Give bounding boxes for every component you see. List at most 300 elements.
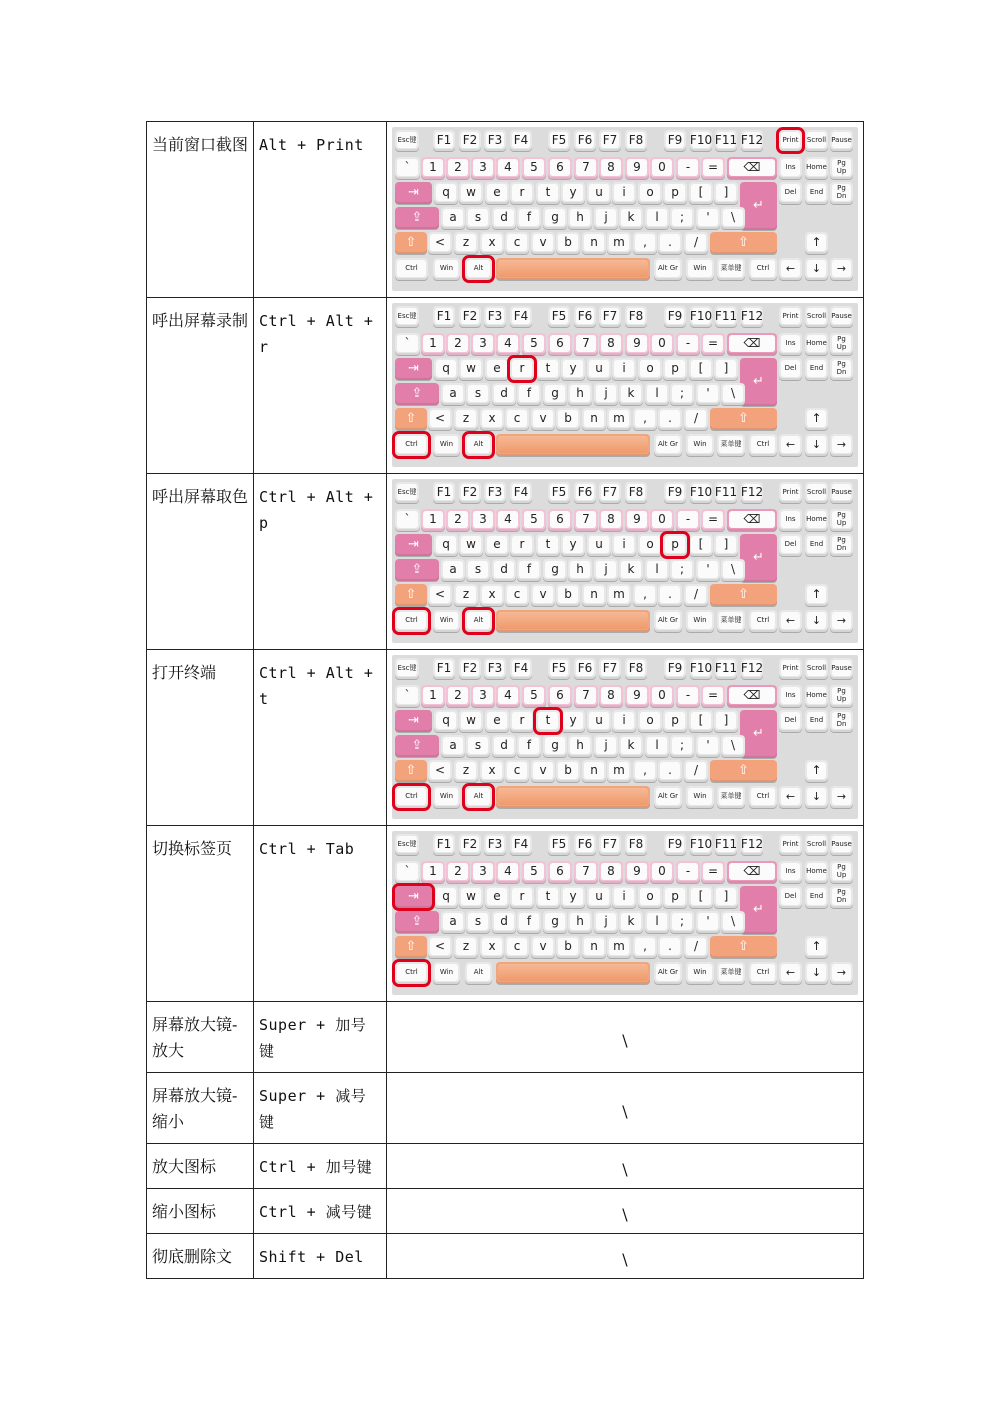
key-label: F5 — [551, 836, 567, 851]
key-label: F10 — [689, 836, 713, 851]
key-f8 — [625, 482, 647, 503]
key-label: ⇧ — [405, 938, 417, 954]
key-label: g — [545, 385, 565, 402]
key-label: ⌫ — [729, 335, 775, 352]
key-backslash — [721, 735, 745, 757]
key-label: 6 — [550, 687, 570, 704]
key-label: Home — [807, 335, 826, 352]
key-shift-left — [395, 936, 427, 958]
key-caps — [395, 559, 439, 581]
key-label: y — [563, 712, 583, 729]
key-label: ' — [698, 209, 718, 226]
key-label: ↑ — [807, 234, 826, 251]
key-label: \ — [723, 913, 743, 930]
key-y — [561, 358, 585, 380]
key-label: e — [487, 360, 507, 377]
key-m — [607, 760, 631, 782]
key-h — [568, 911, 592, 933]
key-label: ] — [716, 888, 736, 905]
key-label: Pause — [832, 660, 851, 676]
key-f12 — [741, 834, 763, 855]
key-minus — [676, 685, 700, 707]
key-label: F4 — [513, 660, 529, 675]
key-f2 — [459, 306, 481, 327]
key-tab — [395, 534, 432, 556]
key-label: F2 — [462, 308, 478, 323]
key-f1 — [433, 482, 455, 503]
key-f12 — [741, 130, 763, 151]
key-esc — [395, 482, 419, 503]
shortcut-keys-cell — [254, 1189, 387, 1234]
key-label: u — [589, 712, 609, 729]
key-print — [779, 130, 802, 151]
key-ctrl-left — [395, 786, 428, 808]
key-label: F6 — [577, 132, 593, 147]
key-label: F10 — [689, 308, 713, 323]
key-label: c — [507, 938, 527, 955]
key-lt — [428, 936, 452, 958]
key-label: 3 — [473, 863, 493, 880]
key-label: → — [832, 260, 851, 277]
key-label: [ — [691, 536, 711, 553]
key-n5 — [522, 861, 546, 883]
key-n1 — [421, 157, 445, 179]
key-label: F12 — [740, 836, 764, 851]
key-label — [498, 260, 648, 277]
key-label: m — [609, 762, 629, 779]
key-end — [805, 886, 828, 908]
key-win-right — [686, 434, 714, 456]
key-a — [441, 559, 465, 581]
key-q — [434, 182, 458, 204]
placeholder-backslash: \ — [622, 1249, 628, 1269]
key-label: v — [533, 410, 553, 427]
key-label: ← — [781, 612, 800, 629]
key-pgdn — [830, 886, 853, 908]
key-m — [607, 584, 631, 606]
key-f9 — [664, 834, 686, 855]
key-f12 — [741, 482, 763, 503]
key-label: Win — [435, 964, 458, 981]
key-label: 3 — [473, 687, 493, 704]
key-semicolon — [670, 207, 694, 229]
key-n5 — [522, 333, 546, 355]
key-k — [619, 735, 643, 757]
key-esc — [395, 306, 419, 327]
key-n2 — [446, 685, 470, 707]
key-m — [607, 408, 631, 430]
key-h — [568, 383, 592, 405]
key-label: k — [621, 913, 641, 930]
key-print — [779, 834, 802, 855]
key-label: Pause — [832, 484, 851, 500]
key-label: d — [494, 385, 514, 402]
key-x — [480, 232, 504, 254]
key-label: / — [686, 586, 706, 603]
key-lbracket — [689, 358, 713, 380]
key-label: F8 — [628, 484, 644, 499]
key-label: F5 — [551, 660, 567, 675]
key-u — [587, 182, 611, 204]
key-label: F2 — [462, 132, 478, 147]
key-f10 — [690, 658, 712, 679]
key-f3 — [484, 482, 506, 503]
key-label: - — [678, 863, 698, 880]
key-label: Ctrl — [397, 612, 426, 629]
key-home — [805, 861, 828, 883]
key-del — [779, 358, 802, 380]
key-b — [556, 760, 580, 782]
key-label: F7 — [602, 132, 618, 147]
shortcut-row — [147, 1189, 864, 1234]
key-label: x — [482, 410, 502, 427]
key-label: Print — [781, 836, 800, 852]
key-down — [805, 962, 828, 984]
key-f2 — [459, 482, 481, 503]
key-label: ⇧ — [738, 586, 749, 602]
key-label: End — [807, 360, 826, 377]
key-m — [607, 936, 631, 958]
key-j — [594, 735, 618, 757]
shortcut-keys: Super + 减号键 — [259, 1087, 367, 1131]
key-label: Pause — [832, 132, 851, 148]
placeholder-backslash: \ — [622, 1204, 628, 1224]
key-label: b — [558, 762, 578, 779]
key-label: \ — [723, 209, 743, 226]
key-right — [830, 786, 853, 808]
key-label: 1 — [423, 863, 443, 880]
key-label: p — [665, 536, 685, 553]
key-f11 — [715, 482, 737, 503]
key-f4 — [510, 834, 532, 855]
keyboard-diagram — [392, 479, 858, 643]
key-label: y — [563, 184, 583, 201]
key-grave — [395, 157, 420, 179]
key-i — [612, 534, 636, 556]
key-r — [510, 710, 534, 732]
key-label: m — [609, 938, 629, 955]
key-equal — [701, 861, 725, 883]
key-f4 — [510, 658, 532, 679]
key-label: = — [703, 687, 723, 704]
key-w — [459, 182, 483, 204]
key-f3 — [484, 834, 506, 855]
key-period — [658, 584, 682, 606]
key-label: Ctrl — [751, 964, 775, 981]
key-label: g — [545, 737, 565, 754]
key-n6 — [548, 861, 572, 883]
key-label: , — [635, 762, 655, 779]
key-down — [805, 258, 828, 280]
key-f3 — [484, 130, 506, 151]
key-up — [805, 584, 828, 606]
key-label: l — [647, 913, 667, 930]
key-f10 — [690, 834, 712, 855]
key-b — [556, 584, 580, 606]
shortcut-name-cell — [147, 1234, 254, 1279]
key-win-left — [433, 962, 460, 984]
key-label: 1 — [423, 159, 443, 176]
key-altgr — [654, 610, 682, 632]
keyboard-illustration-cell — [387, 650, 864, 826]
key-f1 — [433, 306, 455, 327]
key-label: q — [436, 360, 456, 377]
key-win-left — [433, 610, 460, 632]
key-comma — [633, 584, 657, 606]
key-z — [454, 760, 478, 782]
key-label: . — [660, 938, 680, 955]
key-left — [779, 434, 802, 456]
key-label: = — [703, 863, 723, 880]
key-label: Scroll — [807, 660, 826, 676]
key-n0 — [650, 861, 674, 883]
key-end — [805, 534, 828, 556]
key-label: . — [660, 762, 680, 779]
key-q — [434, 358, 458, 380]
shortcut-keys-cell — [254, 1002, 387, 1073]
key-label: 6 — [550, 335, 570, 352]
key-label: 4 — [498, 335, 518, 352]
key-v — [531, 936, 555, 958]
key-label: Pause — [832, 308, 851, 324]
key-label: q — [436, 184, 456, 201]
key-label: F8 — [628, 308, 644, 323]
key-label: Scroll — [807, 484, 826, 500]
key-backslash — [721, 559, 745, 581]
key-home — [805, 157, 828, 179]
key-label: Win — [688, 436, 712, 453]
key-label: Esc键 — [397, 836, 417, 852]
key-b — [556, 408, 580, 430]
key-label: ← — [781, 964, 800, 981]
key-label: Alt — [467, 964, 490, 981]
key-label: F1 — [436, 132, 452, 147]
key-label: Ctrl — [397, 260, 426, 277]
key-label: [ — [691, 360, 711, 377]
key-i — [612, 710, 636, 732]
key-n — [582, 760, 606, 782]
key-label: Win — [688, 260, 712, 277]
shortcut-keys: Alt + Print — [259, 136, 364, 154]
key-f6 — [574, 834, 596, 855]
key-label: l — [647, 561, 667, 578]
key-label: e — [487, 888, 507, 905]
key-n3 — [471, 333, 495, 355]
key-print — [779, 306, 802, 327]
key-label: m — [609, 410, 629, 427]
key-label: , — [635, 410, 655, 427]
key-label: ↑ — [807, 762, 826, 779]
key-equal — [701, 333, 725, 355]
key-label: ⇧ — [405, 586, 417, 602]
key-pgdn — [830, 534, 853, 556]
key-del — [779, 710, 802, 732]
key-label: a — [443, 209, 463, 226]
key-label: j — [596, 209, 616, 226]
key-label: ` — [397, 511, 418, 528]
shortcut-name: 打开终端 — [152, 663, 217, 682]
key-label: F4 — [513, 132, 529, 147]
key-label: p — [665, 184, 685, 201]
key-label: v — [533, 762, 553, 779]
shortcut-row — [147, 298, 864, 474]
key-f — [517, 207, 541, 229]
key-label: ⌫ — [729, 863, 775, 880]
key-o — [638, 358, 662, 380]
key-f10 — [690, 130, 712, 151]
key-left — [779, 786, 802, 808]
key-print — [779, 482, 802, 503]
key-w — [459, 886, 483, 908]
key-quote — [696, 735, 720, 757]
key-label: F8 — [628, 660, 644, 675]
key-c — [505, 232, 529, 254]
key-n — [582, 232, 606, 254]
key-label: 4 — [498, 159, 518, 176]
key-o — [638, 182, 662, 204]
key-f1 — [433, 834, 455, 855]
key-label: < — [430, 586, 450, 603]
key-v — [531, 584, 555, 606]
key-label: F5 — [551, 484, 567, 499]
key-label: Ctrl — [751, 788, 775, 805]
key-label: 7 — [576, 335, 596, 352]
key-label: Alt Gr — [656, 964, 680, 981]
key-v — [531, 232, 555, 254]
key-label: k — [621, 561, 641, 578]
key-lbracket — [689, 534, 713, 556]
key-label: 5 — [524, 511, 544, 528]
key-c — [505, 936, 529, 958]
shortcut-row — [147, 122, 864, 298]
key-label: 8 — [601, 863, 621, 880]
key-label: ⇧ — [738, 762, 749, 778]
key-label — [498, 964, 648, 981]
key-up — [805, 760, 828, 782]
key-scroll — [805, 130, 828, 151]
key-y — [561, 534, 585, 556]
shortcut-keys: Ctrl + Alt + r — [259, 312, 374, 356]
key-u — [587, 886, 611, 908]
key-alt-left — [465, 434, 492, 456]
key-ctrl-left — [395, 962, 428, 984]
key-n9 — [625, 685, 649, 707]
key-f7 — [599, 306, 621, 327]
key-n5 — [522, 685, 546, 707]
key-label: Win — [688, 964, 712, 981]
key-win-right — [686, 610, 714, 632]
key-label: F6 — [577, 308, 593, 323]
key-label: Del — [781, 712, 800, 729]
key-n1 — [421, 685, 445, 707]
keyboard-diagram — [392, 127, 858, 291]
key-up — [805, 936, 828, 958]
key-f9 — [664, 306, 686, 327]
shortcut-keys-cell — [254, 1144, 387, 1189]
keyboard-illustration-cell — [387, 826, 864, 1002]
key-e — [485, 886, 509, 908]
key-right — [830, 962, 853, 984]
key-label: 菜单键 — [719, 612, 743, 629]
key-label: 2 — [448, 335, 468, 352]
key-label: z — [456, 938, 476, 955]
key-ins — [779, 509, 802, 531]
key-n3 — [471, 861, 495, 883]
key-p — [663, 710, 687, 732]
key-label: n — [584, 938, 604, 955]
key-label: ⇧ — [405, 234, 417, 250]
key-label: Print — [781, 484, 800, 500]
key-label: y — [563, 360, 583, 377]
key-j — [594, 911, 618, 933]
shortcut-row — [147, 1234, 864, 1279]
key-x — [480, 760, 504, 782]
key-pause — [830, 834, 853, 855]
key-u — [587, 358, 611, 380]
key-label: Home — [807, 159, 826, 176]
key-backspace — [727, 685, 777, 707]
shortcut-keys: Ctrl + Alt + p — [259, 488, 374, 532]
key-label: . — [660, 410, 680, 427]
key-pause — [830, 130, 853, 151]
key-t — [536, 710, 560, 732]
key-q — [434, 710, 458, 732]
key-label: 8 — [601, 335, 621, 352]
key-label: F3 — [487, 836, 503, 851]
key-label: u — [589, 184, 609, 201]
key-print — [779, 658, 802, 679]
key-label: Win — [435, 788, 458, 805]
key-label: v — [533, 938, 553, 955]
key-label: Pg Up — [832, 511, 851, 528]
shortcut-name-cell — [147, 474, 254, 650]
key-label: < — [430, 410, 450, 427]
key-label: ' — [698, 737, 718, 754]
key-grave — [395, 861, 420, 883]
key-k — [619, 559, 643, 581]
key-label: → — [832, 788, 851, 805]
key-label: 3 — [473, 159, 493, 176]
key-ctrl-right — [749, 786, 777, 808]
key-s — [466, 559, 490, 581]
key-label: \ — [723, 737, 743, 754]
key-quote — [696, 383, 720, 405]
key-u — [587, 710, 611, 732]
key-p — [663, 886, 687, 908]
key-f — [517, 559, 541, 581]
key-label: ↓ — [807, 260, 826, 277]
key-label: ↓ — [807, 788, 826, 805]
key-r — [510, 534, 534, 556]
key-quote — [696, 911, 720, 933]
key-n6 — [548, 333, 572, 355]
key-f3 — [484, 658, 506, 679]
key-f8 — [625, 658, 647, 679]
key-label: o — [640, 360, 660, 377]
key-label: → — [832, 436, 851, 453]
key-label: ; — [672, 913, 692, 930]
key-i — [612, 886, 636, 908]
key-label — [498, 788, 648, 805]
key-label: F5 — [551, 132, 567, 147]
key-n2 — [446, 509, 470, 531]
key-label: ⌫ — [729, 511, 775, 528]
shortcut-table — [146, 121, 864, 1279]
key-label: \ — [723, 561, 743, 578]
key-f7 — [599, 658, 621, 679]
key-label: ↵ — [753, 549, 764, 565]
shortcut-keys-cell — [254, 1073, 387, 1144]
